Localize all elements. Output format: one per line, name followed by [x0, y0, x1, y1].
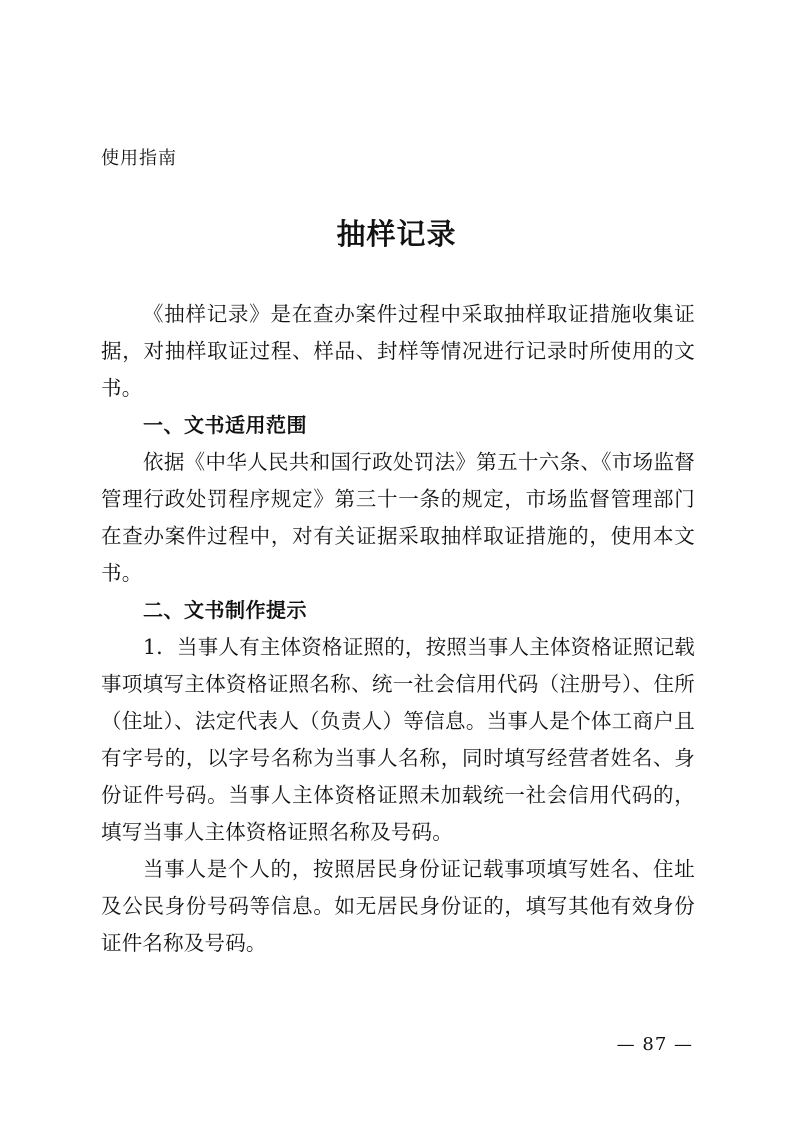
- section-label: 使用指南: [101, 148, 177, 169]
- section-heading-tips: 二、文书制作提示: [143, 598, 307, 622]
- tips-paragraph-2: 当事人是个人的，按照居民身份证记载事项填写姓名、住址及公民身份号码等信息。如无居民身份证的，填写其他有效身份证件名称及号码。: [101, 857, 695, 955]
- document-title: 抽样记录: [336, 217, 457, 251]
- tips-paragraph-1: 1．当事人有主体资格证照的，按照当事人主体资格证照记载事项填写主体资格证照名称、统一社会信用代码（注册号）、住所（住址）、法定代表人（负责人）等信息。当事人是个体工商户且有字号的，以字号名称为当事人名称，同时填写经营者姓名、身份证件号码。当事人主体资格证照未加载统一社会信用代码的，填写当事人主体资格证照名称及号码。: [101, 635, 695, 844]
- document-body: [101, 296, 695, 962]
- scope-paragraph: 依据《中华人民共和国行政处罚法》第五十六条、《市场监督管理行政处罚程序规定》第三十一条的规定，市场监督管理部门在查办案件过程中，对有关证据采取抽样取证措施的，使用本文书。: [101, 450, 695, 585]
- section-heading-scope: 一、文书适用范围: [143, 413, 307, 437]
- intro-paragraph: 《抽样记录》是在查办案件过程中采取抽样取证措施收集证据，对抽样取证过程、样品、封样等情况进行记录时所使用的文书。: [101, 302, 695, 400]
- page-number: — 87 —: [616, 1034, 693, 1055]
